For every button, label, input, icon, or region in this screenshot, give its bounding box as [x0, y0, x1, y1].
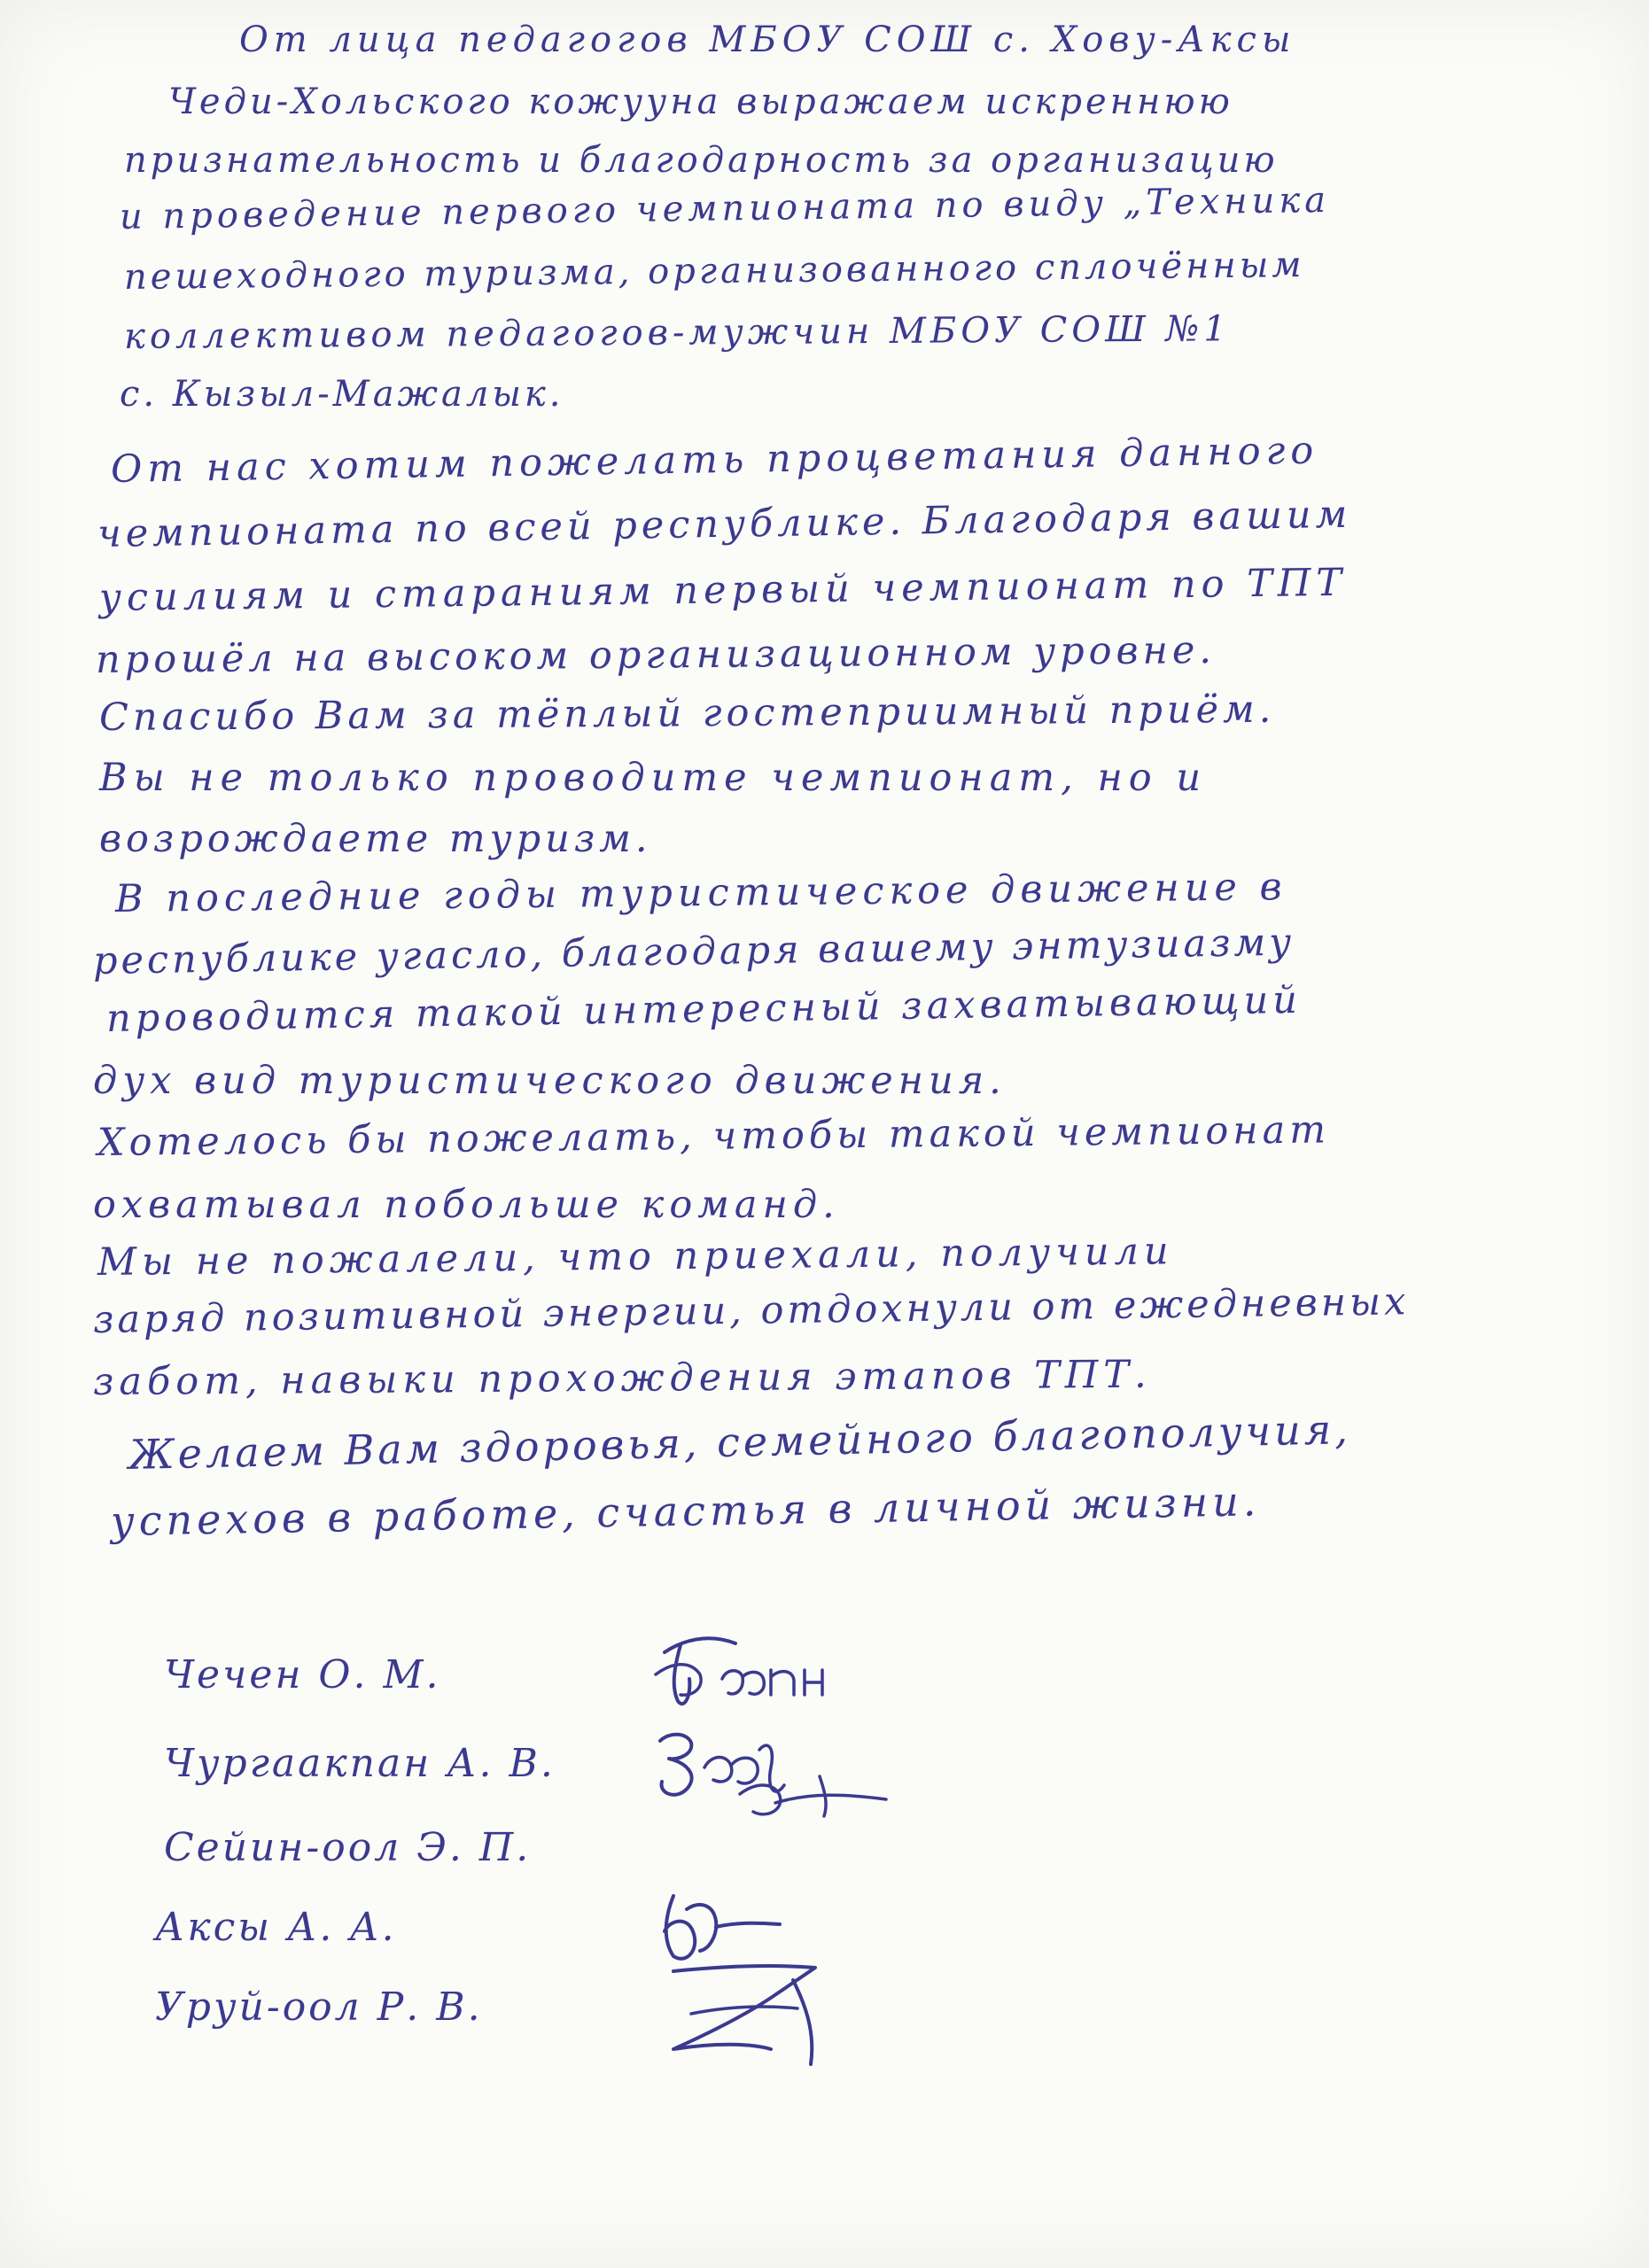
- letter-line: и проведение первого чемпионата по виду „Техника: [119, 179, 1331, 237]
- letter-line: чемпионата по всей республике. Благодаря вашим: [97, 492, 1352, 556]
- letter-line: признательность и благодарность за организацию: [124, 140, 1279, 181]
- letter-line: От лица педагогов МБОУ СОШ с. Хову-Аксы: [239, 19, 1296, 60]
- letter-line: Спасибо Вам за тёплый гостеприимный приём.: [98, 687, 1276, 740]
- letter-line: забот, навыки прохождения этапов ТПТ.: [92, 1352, 1152, 1404]
- letter-line: В последние годы туристическое движение в: [114, 865, 1287, 921]
- letter-line: проводится такой интересный захватывающий: [105, 977, 1303, 1041]
- letter-line: возрождаете туризм.: [99, 817, 652, 861]
- letter-line: Мы не пожалели, что приехали, получили: [97, 1229, 1174, 1285]
- letter-line: республике угасло, благодаря вашему энтузиазму: [92, 920, 1295, 983]
- signatory-name: Сейин-оол Э. П.: [164, 1825, 532, 1870]
- letter-line: коллективом педагогов-мужчин МБОУ СОШ №1: [123, 308, 1231, 357]
- letter-line: охватывал побольше команд.: [93, 1183, 840, 1227]
- signatory-name: Чургаакпан А. В.: [164, 1741, 556, 1786]
- signatory-name: Уруй-оол Р. В.: [155, 1984, 483, 2030]
- letter-line: заряд позитивной энергии, отдохнули от ежедневных: [92, 1279, 1410, 1342]
- signatory-name: Чечен О. М.: [164, 1652, 441, 1697]
- letter-line: Чеди-Хольского кожууна выражаем искреннюю: [168, 82, 1233, 122]
- letter-line: прошёл на высоком организационном уровне.: [95, 627, 1217, 682]
- letter-line: усилиям и стараниям первый чемпионат по ТПТ: [98, 560, 1348, 620]
- signature-uruy-ool: [638, 1945, 860, 2078]
- signature-churgaakpan: [642, 1714, 908, 1838]
- signatory-name: Аксы А. А.: [155, 1905, 397, 1950]
- letter-line: Желаем Вам здоровья, семейного благополучия,: [128, 1405, 1352, 1479]
- signature-chechen: [638, 1626, 868, 1723]
- letter-line: Вы не только проводите чемпионат, но и: [99, 756, 1208, 800]
- letter-line: От нас хотим пожелать процветания данного: [110, 428, 1319, 492]
- letter-line: дух вид туристического движения.: [93, 1059, 1007, 1103]
- letter-line: успехов в работе, счастья в личной жизни.: [110, 1477, 1261, 1545]
- letter-line: Хотелось бы пожелать, чтобы такой чемпионат: [97, 1107, 1331, 1165]
- letter-line: с. Кызыл-Мажалык.: [120, 374, 564, 415]
- letter-line: пешеходного туризма, организованного сплочённым: [123, 245, 1305, 298]
